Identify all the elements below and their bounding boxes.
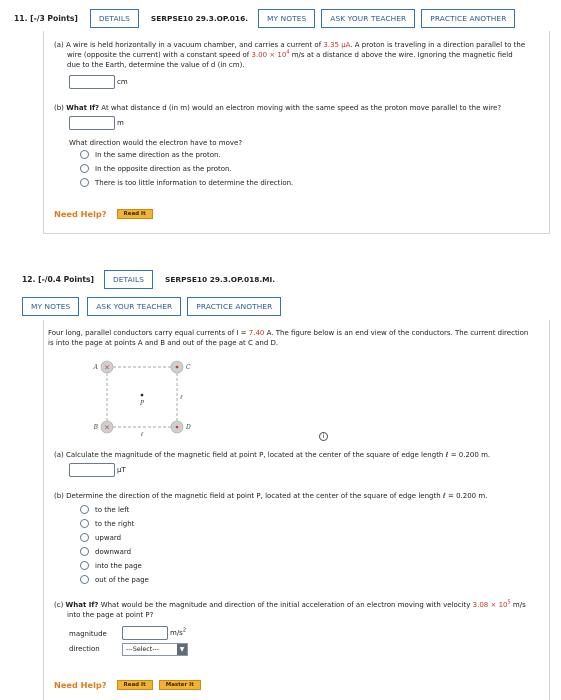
q11-need-help [54, 209, 159, 219]
label-d: D [186, 424, 191, 431]
q11-a-answer-input[interactable] [69, 75, 115, 89]
q12-c-magnitude-label: magnitude [69, 630, 107, 638]
q12-number: 12. [-/0.4 Points] [22, 275, 94, 284]
q11-number: 11. [-/3 Points] [14, 14, 78, 23]
q12-details-button[interactable]: DETAILS [104, 270, 153, 289]
q11-b-answer-input[interactable] [69, 116, 115, 130]
radio-icon[interactable] [80, 561, 89, 570]
info-icon[interactable]: i [319, 432, 328, 441]
q11-header [14, 9, 515, 28]
radio-icon[interactable] [80, 575, 89, 584]
conductor-c [171, 361, 183, 373]
need-help-label: Need Help? [54, 209, 107, 219]
radio-icon[interactable] [80, 519, 89, 528]
need-help-label: Need Help? [54, 680, 107, 690]
q12-a-unit: µT [117, 466, 126, 474]
conductor-a [101, 361, 113, 373]
q12-b-option-downward[interactable]: downward [80, 547, 131, 556]
q12-c-direction-select[interactable]: ---Select--- ▼ [122, 643, 188, 656]
q12-practice-button[interactable]: PRACTICE ANOTHER [187, 297, 281, 316]
label-c: C [186, 364, 191, 371]
q12-c-magnitude-unit: $m/s^2$ [170, 627, 187, 637]
q12-b-text: (b) Determine the direction of the magnetic field at point P, located at the center of the square of edge length ℓ = 0.200 m. [54, 492, 488, 500]
q12-velocity-value: $3.08 \times 10^5$ [472, 599, 511, 609]
radio-icon[interactable] [80, 178, 89, 187]
q12-read-it-button[interactable]: Read It [117, 680, 153, 690]
svg-text:×: × [104, 363, 110, 372]
q12-b-option-left[interactable]: to the left [80, 505, 129, 514]
q12-ask-teacher-button[interactable]: ASK YOUR TEACHER [87, 297, 181, 316]
conductor-d [171, 421, 183, 433]
q12-code: SERPSE10 29.3.OP.018.MI. [165, 275, 276, 284]
square-dashed-edges [107, 367, 177, 427]
conductor-b [101, 421, 113, 433]
conductors-figure [88, 357, 198, 437]
label-b: B [93, 424, 98, 431]
q11-a-text: (a) A wire is held horizontally in a vacuum chamber, and carries a current of 3.35 µA. A proton is traveling in a direction parallel to the wire (opposite the current) with a constant speed of $3.00 \times 10^4$ m/s at a distance d above the wire. Ignoring the magnetic field due to the Earth, determine the value of d (in cm). [54, 41, 526, 69]
q12-header-row1 [22, 270, 275, 289]
label-a: A [93, 364, 98, 371]
radio-icon[interactable] [80, 150, 89, 159]
q12-my-notes-button[interactable]: MY NOTES [22, 297, 79, 316]
q12-c-magnitude-input[interactable] [122, 626, 168, 640]
q12-b-option-upward[interactable]: upward [80, 533, 121, 542]
radio-icon[interactable] [80, 533, 89, 542]
q11-code: SERPSE10 29.3.OP.016. [150, 14, 249, 23]
q11-my-notes-button[interactable]: MY NOTES [258, 9, 315, 28]
q11-current-value: 3.35 µA [323, 41, 351, 49]
q12-b-option-right[interactable]: to the right [80, 519, 134, 528]
q11-b-option-too-little[interactable]: There is too little information to determine the direction. [80, 178, 293, 187]
q11-b-option-same[interactable]: In the same direction as the proton. [80, 150, 221, 159]
svg-text:×: × [104, 423, 110, 432]
q11-practice-button[interactable]: PRACTICE ANOTHER [421, 9, 515, 28]
q12-b-option-out-of-page[interactable]: out of the page [80, 575, 149, 584]
q12-a-text: (a) Calculate the magnitude of the magnetic field at point P, located at the center of the square of edge length ℓ = 0.200 m. [54, 451, 491, 459]
radio-icon[interactable] [80, 505, 89, 514]
label-l-bottom: ℓ [140, 431, 144, 437]
q11-b-unit: m [117, 119, 124, 127]
q12-b-option-into-page[interactable]: into the page [80, 561, 142, 570]
chevron-down-icon[interactable]: ▼ [177, 644, 187, 655]
q12-c-text: (c) What If? What would be the magnitude and direction of the initial acceleration of an electron moving with velocity $3.08 \times 10^5$ m/s into the page at point P? [54, 599, 526, 619]
q11-b-text: (b) What If? At what distance d (in m) would an electron moving with the same speed as the proton move parallel to the wire? [54, 104, 502, 112]
q11-ask-teacher-button[interactable]: ASK YOUR TEACHER [321, 9, 415, 28]
q12-header-row2 [22, 297, 281, 316]
point-p [141, 394, 144, 397]
q11-b-direction-prompt: What direction would the electron have to move? [69, 139, 243, 147]
radio-icon[interactable] [80, 164, 89, 173]
label-p: P [139, 400, 145, 407]
label-l-right: ℓ [180, 394, 183, 401]
q11-details-button[interactable]: DETAILS [90, 9, 139, 28]
question-11 [0, 0, 561, 237]
q12-need-help [54, 680, 207, 690]
q12-c-direction-label: direction [69, 645, 100, 653]
q12-current-value: 7.40 [248, 329, 265, 337]
q11-a-unit: cm [117, 78, 128, 86]
q11-b-option-opposite[interactable]: In the opposite direction as the proton. [80, 164, 232, 173]
q11-speed-value: $3.00 \times 10^4$ [251, 49, 290, 59]
q12-master-it-button[interactable]: Master It [159, 680, 201, 690]
question-12 [0, 262, 561, 700]
q12-intro: Four long, parallel conductors carry equal currents of I = 7.40 A. The figure below is an end view of the conductors. The current direction is into the page at points A and B and out of the page at C and D. [48, 329, 529, 347]
radio-icon[interactable] [80, 547, 89, 556]
q11-read-it-button[interactable]: Read It [117, 209, 153, 219]
q12-a-answer-input[interactable] [69, 463, 115, 477]
